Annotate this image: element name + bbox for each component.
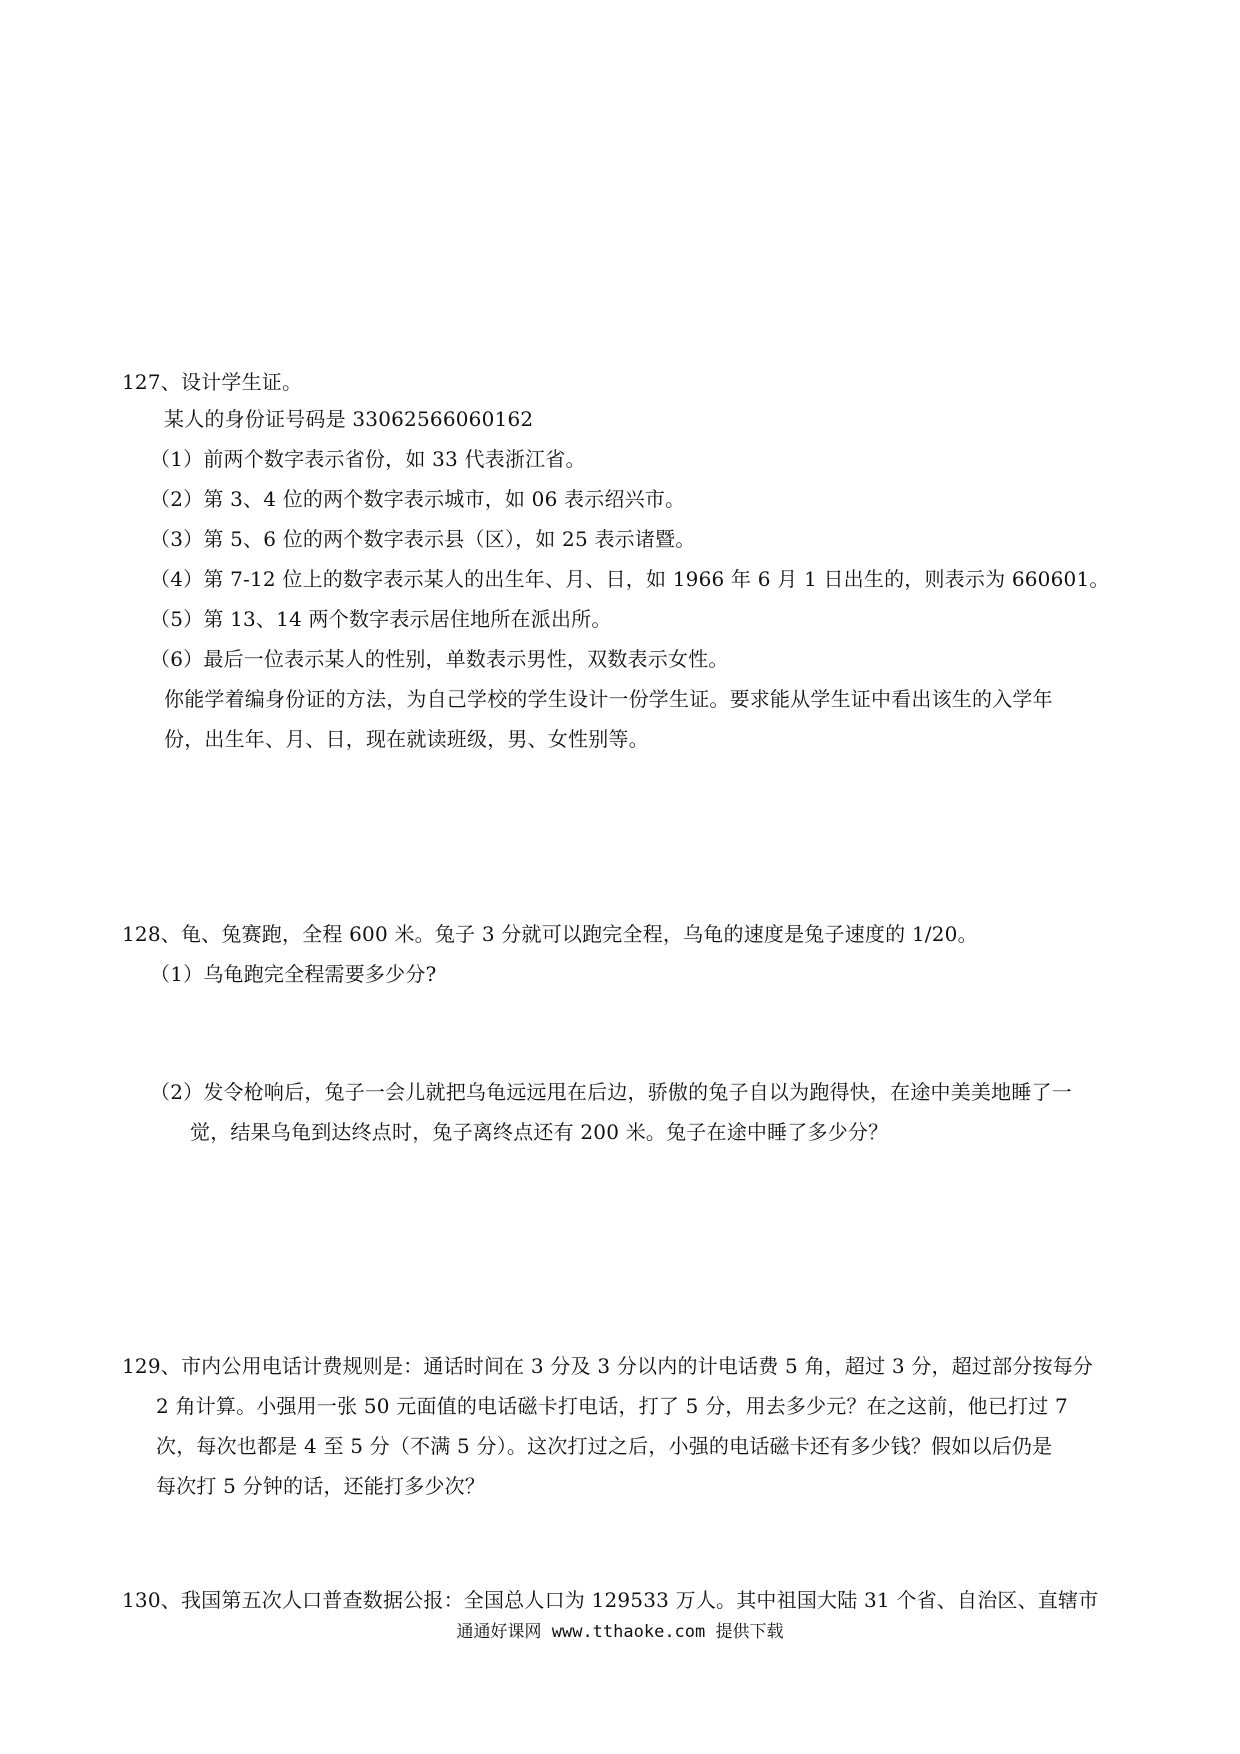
q127-item-1: （1）前两个数字表示省份，如 33 代表浙江省。	[150, 447, 586, 471]
q127-intro: 某人的身份证号码是 33062566060162	[164, 407, 534, 431]
q128-sub-1: （1）乌龟跑完全程需要多少分?	[150, 962, 437, 986]
page-footer: 通通好课网 www.tthaoke.com 提供下载	[456, 1622, 784, 1642]
q127-item-2: （2）第 3、4 位的两个数字表示城市，如 06 表示绍兴市。	[150, 487, 686, 511]
q129-line-1: 129、市内公用电话计费规则是：通话时间在 3 分及 3 分以内的计电话费 5 角，超过 3 分，超过部分按每分	[122, 1354, 1094, 1378]
q130-line-1: 130、我国第五次人口普查数据公报：全国总人口为 129533 万人。其中祖国大陆 31 个省、自治区、直辖市	[122, 1588, 1099, 1612]
q129-line-3: 次，每次也都是 4 至 5 分（不满 5 分）。这次打过之后，小强的电话磁卡还有多少钱？假如以后仍是	[156, 1434, 1053, 1458]
q127-item-4: （4）第 7-12 位上的数字表示某人的出生年、月、日，如 1966 年 6 月 1 日出生的，则表示为 660601。	[150, 567, 1110, 591]
q127-item-6: （6）最后一位表示某人的性别，单数表示男性，双数表示女性。	[150, 647, 729, 671]
q127-task-line-1: 你能学着编身份证的方法，为自己学校的学生设计一份学生证。要求能从学生证中看出该生的入学年	[164, 687, 1053, 711]
q127-item-5: （5）第 13、14 两个数字表示居住地所在派出所。	[150, 607, 612, 631]
q127-task-line-2: 份，出生年、月、日，现在就读班级，男、女性别等。	[164, 727, 649, 751]
q129-line-2: 2 角计算。小强用一张 50 元面值的电话磁卡打电话，打了 5 分，用去多少元？在之这前，他已打过 7	[156, 1394, 1068, 1418]
q128-sub-2-line-2: 觉，结果乌龟到达终点时，兔子离终点还有 200 米。兔子在途中睡了多少分？	[190, 1120, 889, 1144]
q127-title: 127、设计学生证。	[122, 370, 303, 394]
q127-item-3: （3）第 5、6 位的两个数字表示县（区），如 25 表示诸暨。	[150, 527, 696, 551]
q128-title: 128、龟、兔赛跑，全程 600 米。兔子 3 分就可以跑完全程，乌龟的速度是兔子速度的 1/20。	[122, 922, 978, 946]
q129-line-4: 每次打 5 分钟的话，还能打多少次？	[156, 1474, 486, 1498]
q128-sub-2-line-1: （2）发令枪响后，兔子一会儿就把乌龟远远甩在后边，骄傲的兔子自以为跑得快，在途中美美地睡了一	[150, 1080, 1072, 1104]
